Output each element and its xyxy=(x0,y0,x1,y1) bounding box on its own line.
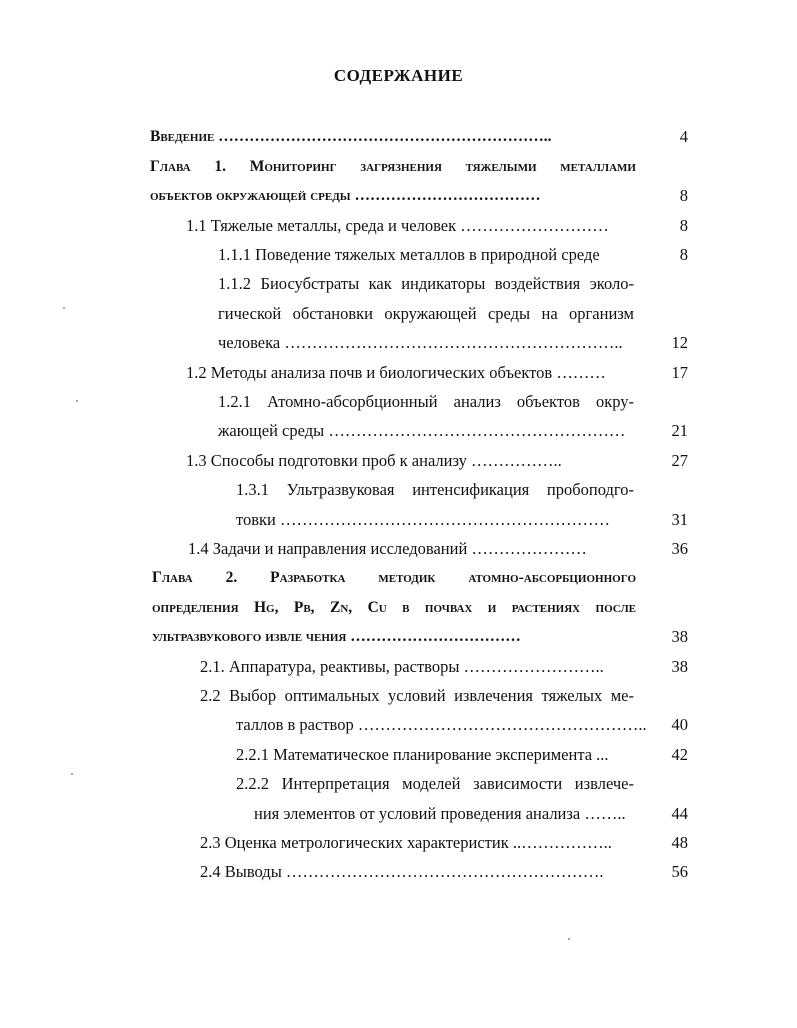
toc-page-number: 17 xyxy=(671,363,688,382)
toc-page-number: 38 xyxy=(671,627,688,646)
toc-page-number: 56 xyxy=(671,862,688,881)
toc-section-entry: 2.2 Выбор оптимальных условий извлечения тяжелых ме- xyxy=(200,686,634,705)
toc-subsection-entry: 1.2.1 Атомно-абсорбционный анализ объектов окру- xyxy=(218,392,634,411)
toc-subsection-entry-continued: ния элементов от условий проведения анализа …….. xyxy=(254,804,626,823)
toc-subsection-entry-continued: жающей среды ……………………………………………… xyxy=(218,421,626,440)
toc-section-entry: 2.3 Оценка метрологических характеристик ..…………….. xyxy=(200,833,612,852)
toc-page-number: 38 xyxy=(671,657,688,676)
toc-subsection-entry: 2.2.1 Математическое планирование эксперимента ... xyxy=(236,745,609,764)
toc-subsection-entry: 1.1.1 Поведение тяжелых металлов в природной среде xyxy=(218,245,600,264)
toc-page-number: 21 xyxy=(671,421,688,440)
toc-subsection-entry-continued: гической обстановки окружающей среды на организм xyxy=(218,304,634,323)
toc-page-number: 4 xyxy=(679,127,688,146)
toc-page-number: 44 xyxy=(671,804,688,823)
toc-page-number: 31 xyxy=(671,510,688,529)
toc-page-number: 40 xyxy=(671,715,688,734)
toc-page-number: 27 xyxy=(671,451,688,470)
toc-chapter-heading-continued: объектов окружающей среды ……………………………… xyxy=(150,187,541,204)
toc-section-entry: 1.4 Задачи и направления исследований ………………… xyxy=(188,539,587,558)
toc-chapter-heading: Глава 2. Разработка методик атомно-абсорбционного xyxy=(152,569,636,586)
toc-section-entry: 1.2 Методы анализа почв и биологических объектов ……… xyxy=(186,363,606,382)
toc-subsection-entry: 2.2.2 Интерпретация моделей зависимости извлече- xyxy=(236,774,634,793)
toc-subsection-entry-continued: человека …………………………………………………….. xyxy=(218,333,623,352)
toc-entry-introduction: Введение ……………………………………………………….. xyxy=(150,128,552,145)
toc-section-entry: 2.4 Выводы …………………………………………………. xyxy=(200,862,604,881)
toc-page-number: 36 xyxy=(671,539,688,558)
scan-speck xyxy=(568,938,570,940)
toc-section-entry: 2.1. Аппаратура, реактивы, растворы …………………….. xyxy=(200,657,604,676)
toc-page-number: 8 xyxy=(679,186,688,205)
toc-page-number: 8 xyxy=(679,245,688,264)
toc-subsection-entry: 1.3.1 Ультразвуковая интенсификация пробоподго- xyxy=(236,480,634,499)
toc-chapter-heading-continued: ультразвукового извле чения …………………………… xyxy=(152,628,521,645)
toc-page-number: 42 xyxy=(671,745,688,764)
toc-subsection-entry: 1.1.2 Биосубстраты как индикаторы воздействия эколо- xyxy=(218,274,634,293)
scan-speck xyxy=(71,773,73,775)
toc-chapter-heading: Глава 1. Мониторинг загрязнения тяжелыми металлами xyxy=(150,158,636,175)
toc-page-number: 8 xyxy=(679,216,688,235)
toc-page-number: 12 xyxy=(671,333,688,352)
toc-section-entry: 1.1 Тяжелые металлы, среда и человек ……………………… xyxy=(186,216,609,235)
toc-subsection-entry-continued: товки …………………………………………………… xyxy=(236,510,611,529)
toc-chapter-heading-continued: определения Hg, Pb, Zn, Cu в почвах и растениях после xyxy=(152,599,636,616)
toc-section-entry: 1.3 Способы подготовки проб к анализу …………….. xyxy=(186,451,562,470)
scan-speck xyxy=(76,400,78,402)
toc-section-entry-continued: таллов в раствор …………………………………………….. xyxy=(236,715,647,734)
page-title: СОДЕРЖАНИЕ xyxy=(333,66,464,85)
scan-speck xyxy=(63,307,65,309)
toc-page-number: 48 xyxy=(671,833,688,852)
